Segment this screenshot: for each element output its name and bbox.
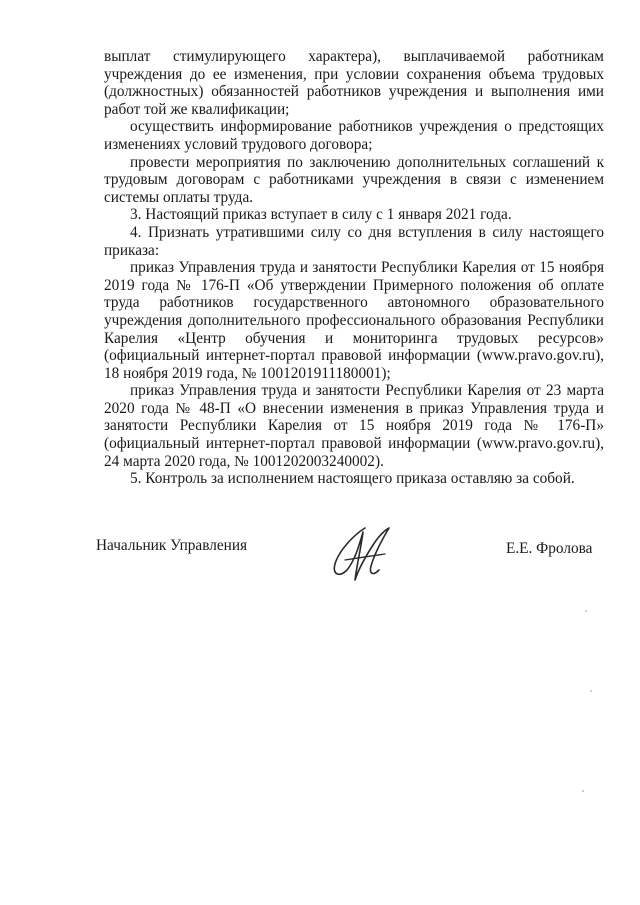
paragraph-order-176: приказ Управления труда и занятости Республики Карелия от 15 ноября 2019 года № 176-П «Об утверждении Примерного положения об оплате труда работников государственного автономного образовательного учреждения дополнительного профессионального образования Республики Карелия «Центр обучения и мониторинга трудовых ресурсов» (официальный интернет-портал правовой информации (www.pravo.gov.ru), 18 ноября 2019 года, № 1001201911180001); <box>104 259 604 382</box>
paragraph-inform-employees: осуществить информирование работников учреждения о предстоящих изменениях условий трудового договора; <box>104 118 604 153</box>
paragraph-item-5: 5. Контроль за исполнением настоящего приказа оставляю за собой. <box>130 470 575 488</box>
signer-position: Начальник Управления <box>96 537 248 554</box>
paragraph-continuation: выплат стимулирующего характера), выплачиваемой работникам учреждения до ее изменения, при условии сохранения объема трудовых (должностных) обязанностей работников учреждения и выполнения ими работ той же квалификации; <box>104 48 604 118</box>
scan-speck <box>585 610 587 612</box>
signer-name: Е.Е. Фролова <box>506 540 593 557</box>
handwritten-signature <box>325 524 405 586</box>
paragraph-additional-agreements: провести мероприятия по заключению дополнительных соглашений к трудовым договорам с работниками учреждения в связи с изменением системы оплаты труда. <box>104 153 604 206</box>
scan-speck <box>582 790 584 792</box>
paragraph-item-4: 4. Признать утратившими силу со дня вступления в силу настоящего приказа: <box>104 223 604 259</box>
paragraph-order-48: приказ Управления труда и занятости Республики Карелия от 23 марта 2020 года № 48-П «О внесении изменения в приказ Управления труда и занятости Республики Карелия от 15 ноября 2019 года № 176-П» (официальный интернет-портал правовой информации (www.pravo.gov.ru), 24 марта 2020 года, № 1001202003240002). <box>104 382 604 470</box>
scan-speck <box>590 690 592 692</box>
paragraph-item-3: 3. Настоящий приказ вступает в силу с 1 января 2021 года. <box>130 206 512 224</box>
